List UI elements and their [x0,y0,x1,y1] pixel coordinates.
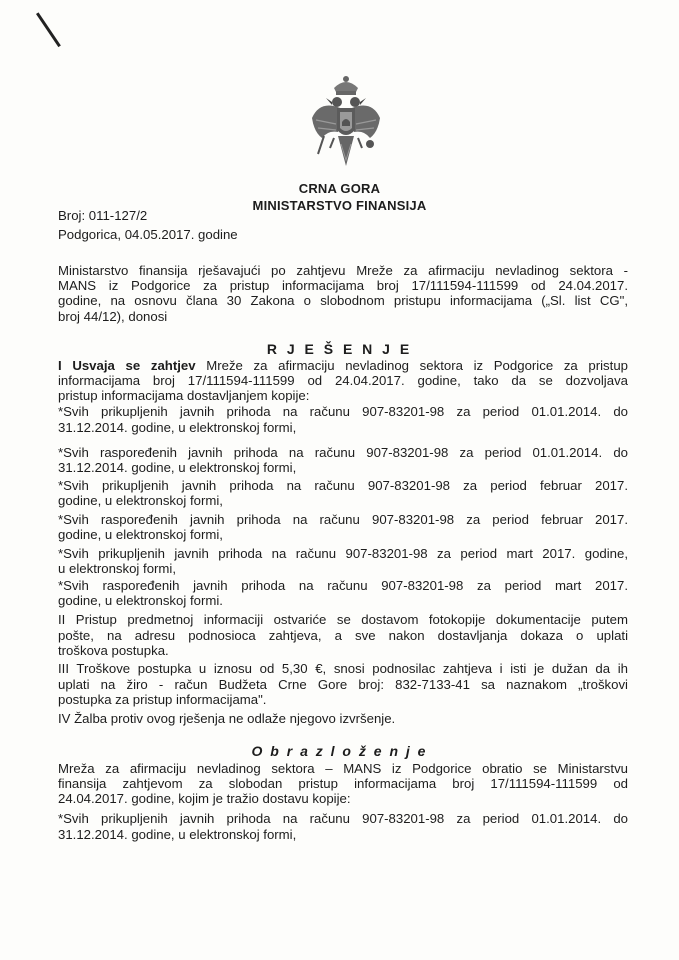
decision-line: IV Žalba protiv ovog rješenja ne odlaže njegovo izvršenje. [58,711,396,726]
decision-item: *Svih raspoređenih javnih prihoda na računu 907-83201-98 za period 01.01.2014. do [58,445,628,460]
reasoning-line: Mreža za afirmaciju nevladinog sektora – MANS iz Podgorice obratio se Ministarstvu [58,761,628,776]
decision-line: informacijama broj 17/111594-111599 od 24.04.2017. godine, tako da se dozvoljava [58,373,628,388]
scan-pen-mark [36,12,61,47]
intro-line: MANS iz Podgorice za pristup informacijama broj 17/111594-111599 od 24.04.2017. [58,278,628,293]
country-heading: CRNA GORA [298,181,381,196]
reasoning-title: O b r a z l o ž e n j e [251,743,428,759]
intro-line: godine, na osnovu člana 30 Zakona o slobodnom pristupu informacijama („Sl. list CG", [58,293,628,308]
place-date: Podgorica, 04.05.2017. godine [58,227,238,242]
reasoning-line: 24.04.2017. godine, kojim je tražio dostavu kopije: [58,791,351,806]
decision-item: *Svih prikupljenih javnih prihoda na računu 907-83201-98 za period mart 2017. godine, [58,546,628,561]
decision-line: pristup informacijama dostavljanjem kopije: [58,388,310,403]
decision-item: godine, u elektronskoj formi. [58,593,223,608]
decision-item: *Svih prikupljenih javnih prihoda na računu 907-83201-98 za period 01.01.2014. do [58,404,628,419]
decision-item: *Svih raspoređenih javnih prihoda na računu 907-83201-98 za period mart 2017. [58,578,628,593]
coat-of-arms-icon [310,74,382,172]
decision-line: troškova postupka. [58,643,169,658]
intro-line: broj 44/12), donosi [58,309,168,324]
decision-line: II Pristup predmetnoj informaciji ostvariće se dostavom fotokopije dokumentacije putem [58,612,628,627]
document-number: Broj: 011-127/2 [58,208,148,223]
decision-title: R J E Š E N J E [266,341,413,357]
decision-item: *Svih raspoređenih javnih prihoda na računu 907-83201-98 za period februar 2017. [58,512,628,527]
decision-item: u elektronskoj formi, [58,561,176,576]
decision-line: pošte, na adresu podnosioca zahtjeva, a sve nakon dostavljanja dokaza o uplati [58,628,628,643]
decision-item: 31.12.2014. godine, u elektronskoj formi, [58,460,297,475]
decision-lead-rest: Mreže za afirmaciju nevladinog sektora iz Podgorice za pristup [195,358,628,373]
decision-line: postupka za pristup informacijama". [58,692,267,707]
decision-line: uplati na žiro - račun Budžeta Crne Gore broj: 832-7133-41 sa naznakom „troškovi [58,677,628,692]
reasoning-item: *Svih prikupljenih javnih prihoda na računu 907-83201-98 za period 01.01.2014. do [58,811,628,826]
decision-item: godine, u elektronskoj formi, [58,527,223,542]
decision-line: III Troškove postupka u iznosu od 5,30 €, snosi podnosilac zahtjeva i isti je dužan da ih [58,661,628,676]
ministry-heading: MINISTARSTVO FINANSIJA [252,198,427,213]
decision-item: *Svih prikupljenih javnih prihoda na računu 907-83201-98 za period februar 2017. [58,478,628,493]
reasoning-item: 31.12.2014. godine, u elektronskoj formi, [58,827,297,842]
decision-line [58,358,628,373]
decision-bold-lead: I Usvaja se zahtjev [58,358,196,373]
intro-line: Ministarstvo finansija rješavajući po zahtjevu Mreže za afirmaciju nevladinog sektora - [58,263,628,278]
decision-item: 31.12.2014. godine, u elektronskoj formi, [58,420,297,435]
decision-item: godine, u elektronskoj formi, [58,493,223,508]
reasoning-line: finansija zahtjevom za slobodan pristup informacijama broj 17/111594-111599 od [58,776,628,791]
